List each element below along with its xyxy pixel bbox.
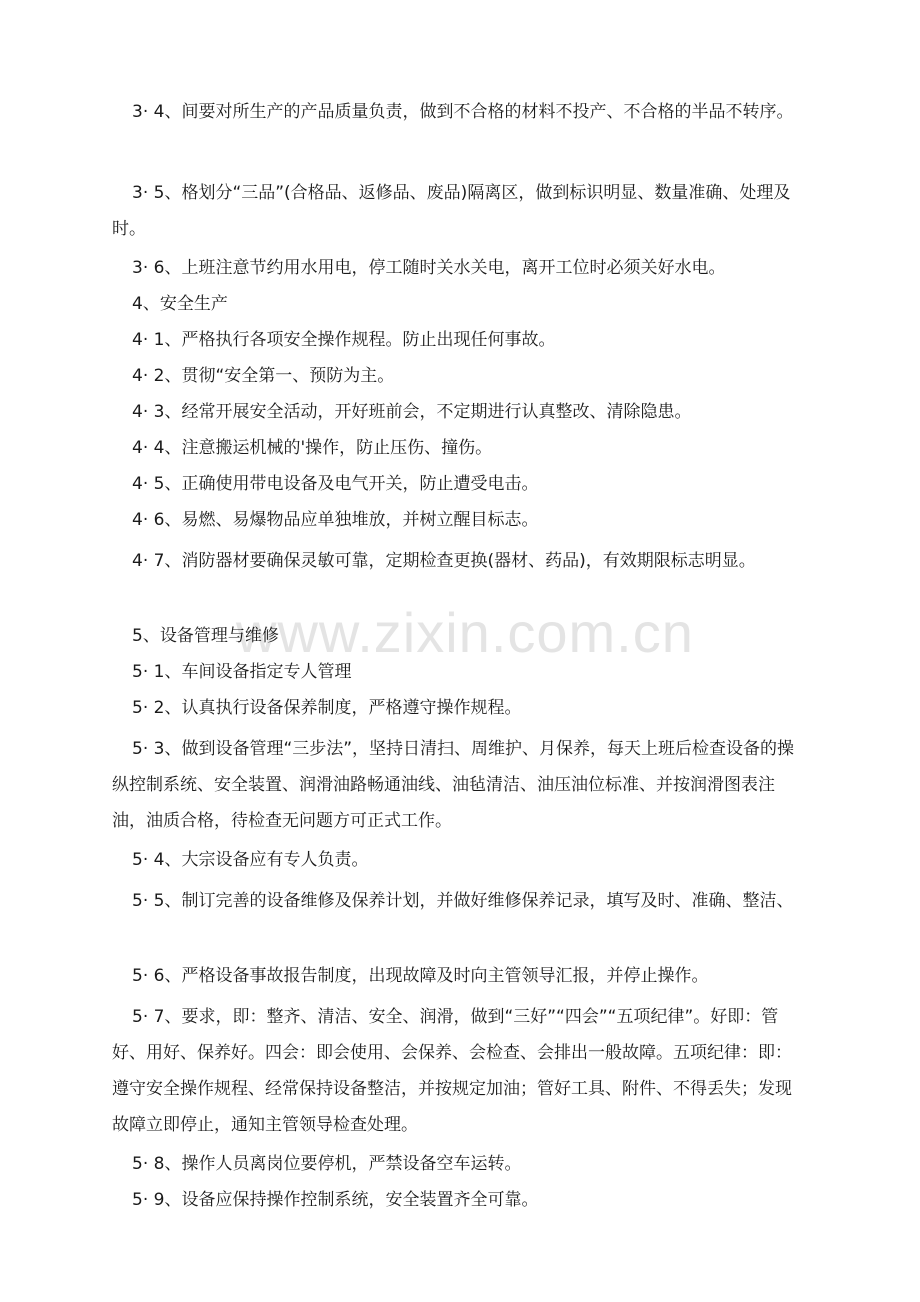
paragraph-5-5: 5· 5、制订完善的设备维修及保养计划，并做好维修保养记录，填写及时、准确、整洁、 — [132, 891, 794, 911]
paragraph-4-4: 4· 4、注意搬运机械的'操作，防止压伤、撞伤。 — [132, 438, 493, 458]
watermark: www.zixin.com.cn — [236, 601, 694, 664]
paragraph-5-1: 5· 1、车间设备指定专人管理 — [132, 662, 352, 682]
paragraph-5-2: 5· 2、认真执行设备保养制度，严格遵守操作规程。 — [132, 698, 522, 718]
paragraph-4-6: 4· 6、易燃、易爆物品应单独堆放，并树立醒目标志。 — [132, 510, 539, 530]
paragraph-5-9: 5· 9、设备应保持操作控制系统，安全装置齐全可靠。 — [132, 1190, 539, 1210]
paragraph-5-4: 5· 4、大宗设备应有专人负责。 — [132, 850, 369, 870]
section-heading-equipment: 5、设备管理与维修 — [132, 626, 279, 646]
paragraph-4-1: 4· 1、严格执行各项安全操作规程。防止出现任何事故。 — [132, 330, 556, 350]
paragraph-4-5: 4· 5、正确使用带电设备及电气开关，防止遭受电击。 — [132, 474, 539, 494]
paragraph-5-7: 5· 7、要求，即：整齐、清洁、安全、润滑，做到“三好”“四会”“五项纪律”。好即：管好、用好、保养好。四会：即会使用、会保养、会检查、会排出一般故障。五项纪律：即：遵守安全操作规程、经常保持设备整洁，并按规定加油；管好工具、附件、不得丢失；发现故障立即停止，通知主管领导检查处理。 — [112, 1007, 792, 1135]
paragraph-3-6: 3· 6、上班注意节约用水用电，停工随时关水关电，离开工位时必须关好水电。 — [132, 258, 726, 278]
paragraph-3-4: 3· 4、间要对所生产的产品质量负责，做到不合格的材料不投产、不合格的半品不转序。 — [132, 102, 794, 122]
paragraph-4-3: 4· 3、经常开展安全活动，开好班前会，不定期进行认真整改、清除隐患。 — [132, 402, 692, 422]
paragraph-5-6: 5· 6、严格设备事故报告制度，出现故障及时向主管领导汇报，并停止操作。 — [132, 966, 709, 986]
section-heading-safety: 4、安全生产 — [132, 294, 228, 314]
paragraph-5-8: 5· 8、操作人员离岗位要停机，严禁设备空车运转。 — [132, 1154, 522, 1174]
paragraph-3-5: 3· 5、格划分“三品”(合格品、返修品、废品)隔离区，做到标识明显、数量准确、处理及时。 — [112, 183, 791, 239]
paragraph-4-7: 4· 7、消防器材要确保灵敏可靠，定期检查更换(器材、药品)，有效期限标志明显。 — [132, 551, 756, 571]
paragraph-5-3: 5· 3、做到设备管理“三步法”，坚持日清扫、周维护、月保养，每天上班后检查设备的操纵控制系统、安全装置、润滑油路畅通油线、油毡清洁、油压油位标准、并按润滑图表注油，油质合格，待检查无问题方可正式工作。 — [112, 739, 795, 831]
paragraph-4-2: 4· 2、贯彻“安全第一、预防为主。 — [132, 366, 395, 386]
